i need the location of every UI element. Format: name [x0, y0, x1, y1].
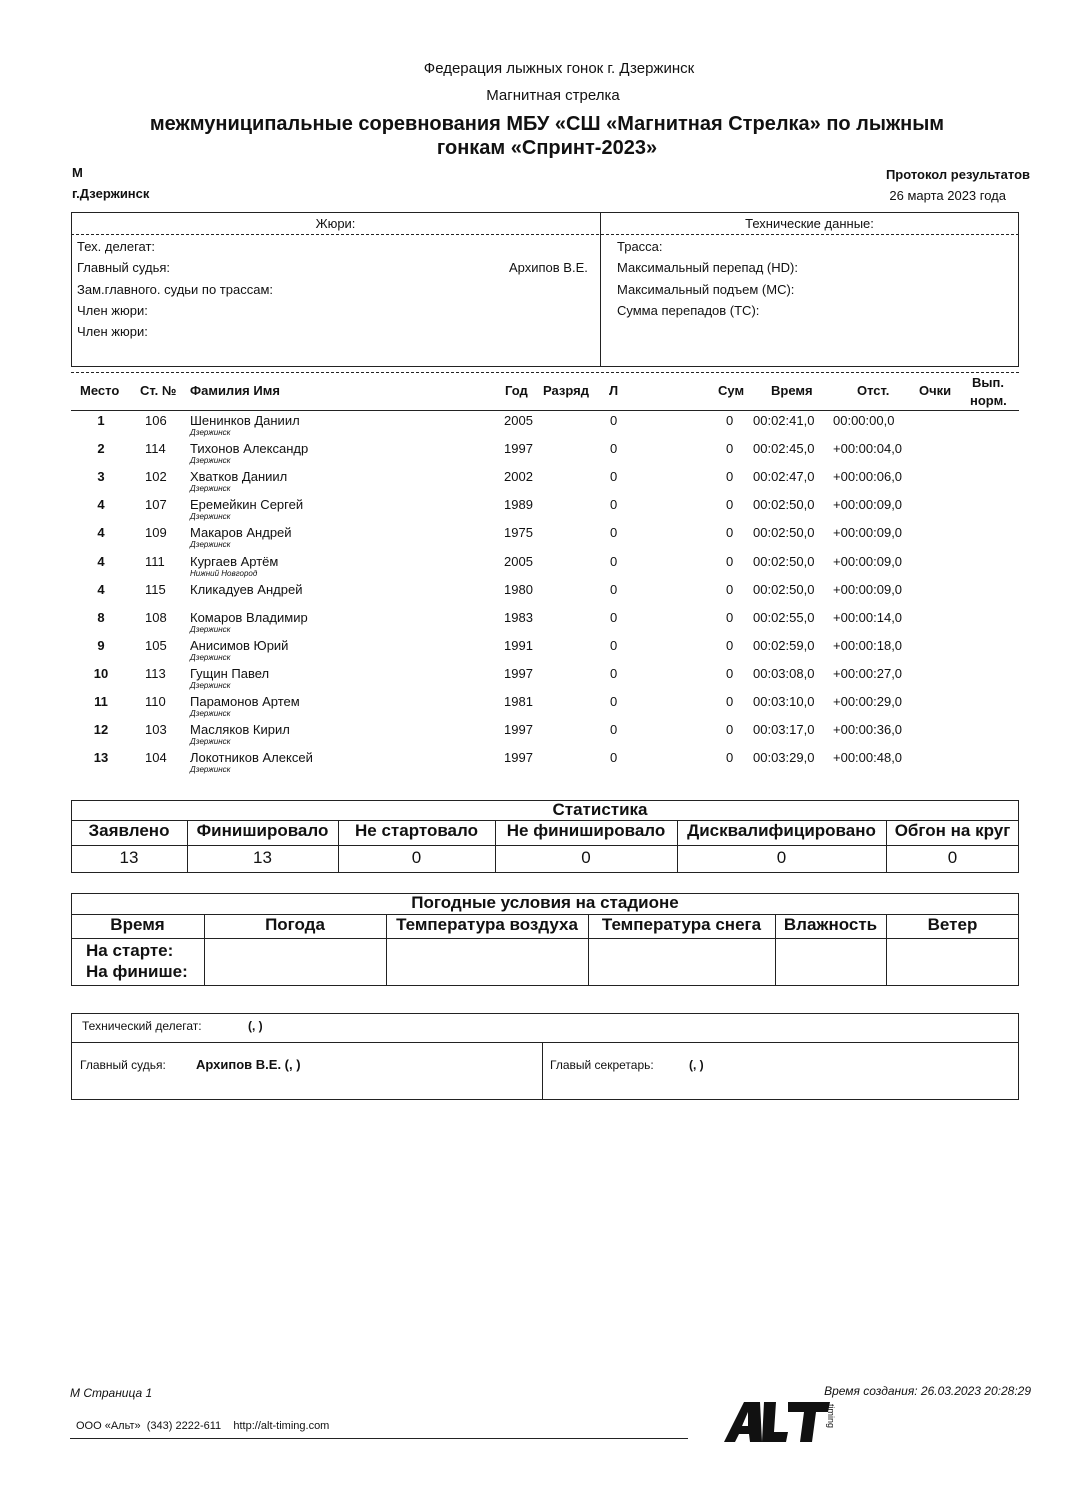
cell-gap: +00:00:04,0	[833, 441, 903, 457]
signature-secretary-value: (, )	[689, 1058, 704, 1072]
statistics-header: Финишировало	[196, 821, 329, 840]
cell-l: 0	[610, 665, 618, 681]
cell-place: 10	[93, 665, 109, 681]
cell-sum: 0	[726, 497, 734, 513]
cell-gap: +00:00:09,0	[833, 581, 903, 597]
divider	[71, 410, 1019, 411]
cell-year: 2002	[504, 469, 533, 485]
cell-place: 11	[94, 694, 108, 709]
cell-bib: 115	[145, 581, 166, 597]
competition-title-line1: межмуниципальные соревнования МБУ «СШ «Магнитная Стрелка» по лыжным	[149, 113, 945, 135]
cell-sum: 0	[726, 525, 734, 541]
cell-bib: 111	[145, 553, 165, 569]
competition-title-line2: гонкам «Спринт-2023»	[436, 137, 658, 159]
cell-club: Дзержинск	[190, 709, 231, 718]
col-header-norm: Вып.	[972, 375, 1004, 390]
cell-sum: 0	[726, 609, 734, 625]
weather-header: Влажность	[783, 915, 878, 934]
cell-club: Дзержинск	[190, 624, 231, 634]
signature-chief-judge-value: Архипов В.Е. (, )	[196, 1057, 301, 1072]
weather-start-label: На старте:	[86, 941, 174, 960]
cell-name: Макаров Андрей	[190, 525, 292, 541]
signature-secretary-label: Главый секретарь:	[550, 1058, 654, 1072]
cell-name: Гущин Павел	[190, 665, 270, 681]
cell-year: 2005	[504, 413, 533, 428]
cell-bib: 107	[145, 497, 167, 513]
cell-time: 00:02:41,0	[753, 413, 815, 428]
city-label: г.Дзержинск	[72, 186, 150, 201]
divider	[71, 372, 1019, 373]
statistics-header: Не финишировало	[506, 821, 666, 840]
cell-l: 0	[610, 750, 618, 766]
cell-place: 4	[97, 497, 105, 513]
cell-gap: +00:00:27,0	[833, 665, 903, 681]
cell-place: 4	[97, 581, 105, 597]
cell-l: 0	[610, 609, 618, 625]
cell-bib: 114	[145, 441, 166, 457]
statistics-title: Статистика	[552, 800, 648, 819]
divider	[71, 938, 1019, 939]
track-label: Трасса:	[617, 239, 663, 254]
cell-year: 1997	[504, 750, 533, 766]
cell-time: 00:02:50,0	[753, 525, 815, 541]
cell-year: 1981	[504, 694, 533, 709]
divider	[70, 1438, 688, 1439]
cell-time: 00:02:50,0	[753, 497, 815, 513]
cell-year: 1997	[504, 722, 533, 738]
cell-sum: 0	[726, 665, 734, 681]
cell-club: Дзержинск	[190, 540, 231, 550]
protocol-date: 26 марта 2023 года	[889, 188, 1006, 203]
statistics-value: 13	[253, 848, 272, 867]
cell-place: 2	[97, 441, 105, 457]
weather-header: Температура снега	[601, 915, 762, 934]
cell-name: Кликадуев Андрей	[190, 581, 303, 597]
weather-header: Ветер	[927, 915, 978, 934]
statistics-header: Заявлено	[88, 821, 170, 840]
cell-year: 1980	[504, 581, 533, 597]
cell-sum: 0	[726, 694, 734, 709]
cell-name: Хватков Даниил	[190, 469, 288, 485]
statistics-header: Обгон на круг	[894, 821, 1011, 840]
cell-sum: 0	[726, 441, 734, 457]
protocol-title: Протокол результатов	[885, 167, 1030, 182]
cell-bib: 109	[145, 525, 167, 541]
statistics-value: 0	[581, 848, 591, 867]
cell-gap: +00:00:14,0	[833, 609, 903, 625]
cell-club: Дзержинск	[190, 765, 231, 775]
cell-place: 4	[97, 525, 105, 541]
cell-club: Дзержинск	[190, 484, 231, 494]
divider	[71, 234, 1019, 235]
cell-bib: 106	[145, 413, 167, 428]
cell-name: Локотников Алексей	[190, 750, 313, 766]
cell-l: 0	[610, 637, 618, 653]
cell-l: 0	[610, 469, 618, 485]
statistics-value: 0	[947, 848, 958, 867]
cell-l: 0	[610, 581, 618, 597]
cell-gap: +00:00:09,0	[833, 497, 903, 513]
col-header-name: Фамилия Имя	[190, 383, 280, 398]
signature-chief-judge-label: Главный судья:	[80, 1058, 166, 1072]
alt-logo-icon	[722, 1398, 834, 1444]
cell-place: 1	[97, 413, 105, 428]
cell-club: Дзержинск	[190, 456, 231, 466]
cell-l: 0	[610, 441, 618, 457]
cell-gap: +00:00:48,0	[833, 750, 903, 766]
cell-name: Кургаев Артём	[190, 553, 279, 569]
cell-place: 9	[97, 637, 105, 653]
col-header-norm2: норм.	[970, 393, 1007, 408]
cell-sum: 0	[726, 413, 734, 428]
tech-delegate-label: Тех. делегат:	[77, 239, 156, 254]
cell-time: 00:02:50,0	[753, 581, 815, 597]
cell-club: Дзержинск	[190, 428, 231, 437]
col-header-place: Место	[80, 383, 120, 398]
cell-gap: +00:00:18,0	[833, 637, 903, 653]
created-timestamp: Время создания: 26.03.2023 20:28:29	[824, 1384, 1031, 1398]
hd-label: Максимальный перепад (HD):	[617, 260, 798, 275]
cell-gap: +00:00:09,0	[833, 553, 903, 569]
weather-header: Погода	[265, 915, 325, 934]
cell-bib: 113	[145, 665, 166, 681]
jury-member-label: Член жюри:	[77, 324, 148, 339]
cell-year: 1997	[504, 441, 533, 457]
alt-timing-logo	[722, 1398, 834, 1444]
col-header-gap: Отст.	[857, 383, 890, 398]
cell-name: Тихонов Александр	[190, 441, 309, 457]
signature-tech-delegate-label: Технический делегат:	[82, 1019, 202, 1033]
cell-gap: +00:00:06,0	[833, 469, 903, 485]
cell-year: 1975	[504, 525, 533, 541]
cell-name: Шенинков Даниил	[190, 413, 300, 428]
cell-name: Парамонов Артем	[190, 694, 300, 709]
col-header-rank: Разряд	[543, 383, 589, 398]
mc-label: Максимальный подъем (МС):	[617, 282, 795, 297]
technical-title: Технические данные:	[745, 216, 874, 231]
cell-sum: 0	[726, 637, 734, 653]
cell-place: 12	[93, 722, 109, 738]
cell-bib: 110	[145, 694, 166, 709]
col-header-l: Л	[609, 383, 619, 398]
statistics-value: 13	[119, 848, 139, 867]
cell-club: Дзержинск	[190, 512, 231, 522]
cell-club: Нижний Новгород	[190, 568, 258, 578]
cell-club: Дзержинск	[190, 652, 231, 662]
logo-subtext: timing	[826, 1404, 836, 1429]
page-number: М Страница 1	[70, 1386, 153, 1400]
statistics-header: Дисквалифицировано	[687, 821, 876, 840]
cell-club: Дзержинск	[190, 737, 231, 747]
cell-place: 4	[97, 553, 105, 569]
col-header-points: Очки	[919, 383, 952, 398]
cell-year: 2005	[504, 553, 533, 569]
cell-name: Масляков Кирил	[190, 722, 290, 738]
cell-gap: +00:00:29,0	[833, 694, 903, 709]
cell-gap: +00:00:36,0	[833, 722, 903, 738]
statistics-value: 0	[776, 848, 787, 867]
jury-member-label: Член жюри:	[77, 303, 148, 318]
cell-bib: 105	[145, 637, 167, 653]
col-header-bib: Ст. №	[140, 383, 177, 398]
cell-sum: 0	[726, 469, 734, 485]
cell-l: 0	[610, 722, 618, 738]
col-header-year: Год	[505, 383, 528, 398]
cell-l: 0	[610, 413, 618, 428]
cell-place: 3	[97, 469, 105, 485]
cell-l: 0	[610, 525, 618, 541]
statistics-value: 0	[411, 848, 422, 867]
cell-name: Анисимов Юрий	[190, 637, 289, 653]
cell-time: 00:02:59,0	[753, 637, 815, 653]
cell-place: 8	[97, 609, 105, 625]
cell-time: 00:02:50,0	[753, 553, 815, 569]
cell-year: 1983	[504, 609, 533, 625]
cell-time: 00:03:10,0	[753, 694, 815, 709]
jury-title: Жюри:	[315, 216, 356, 231]
cell-bib: 108	[145, 609, 167, 625]
cell-name: Комаров Владимир	[190, 609, 308, 625]
cell-bib: 104	[145, 750, 167, 766]
divider	[600, 212, 601, 367]
cell-place: 13	[93, 750, 109, 766]
col-header-time: Время	[771, 383, 813, 398]
cell-sum: 0	[726, 553, 734, 569]
cell-year: 1997	[504, 665, 533, 681]
cell-gap: 00:00:00,0	[833, 413, 895, 428]
divider	[71, 1042, 1019, 1043]
weather-header: Время	[110, 915, 165, 934]
chief-judge-name: Архипов В.Е.	[509, 260, 588, 275]
col-header-sum: Сум	[718, 383, 745, 398]
cell-time: 00:02:55,0	[753, 609, 815, 625]
weather-finish-label: На финише:	[86, 962, 188, 981]
category-label: М	[72, 165, 83, 180]
cell-year: 1991	[504, 637, 533, 653]
cell-sum: 0	[726, 750, 734, 766]
federation-name: Федерация лыжных гонок г. Дзержинск	[423, 60, 695, 77]
chief-judge-label: Главный судья:	[77, 260, 171, 275]
cell-year: 1989	[504, 497, 533, 513]
cell-sum: 0	[726, 581, 734, 597]
cell-time: 00:03:17,0	[753, 722, 815, 738]
cell-bib: 103	[145, 722, 167, 738]
divider	[71, 845, 1019, 846]
venue-name: Магнитная стрелка	[486, 87, 620, 104]
weather-title: Погодные условия на стадионе	[411, 893, 679, 912]
cell-time: 00:02:45,0	[753, 441, 815, 457]
cell-gap: +00:00:09,0	[833, 525, 903, 541]
cell-time: 00:03:08,0	[753, 665, 815, 681]
statistics-header: Не стартовало	[355, 821, 478, 840]
cell-name: Еремейкин Сергей	[190, 497, 304, 513]
cell-bib: 102	[145, 469, 167, 485]
cell-l: 0	[610, 553, 618, 569]
cell-time: 00:03:29,0	[753, 750, 815, 766]
divider	[542, 1042, 543, 1100]
cell-club: Дзержинск	[190, 680, 231, 690]
tc-label: Сумма перепадов (ТС):	[617, 303, 760, 318]
cell-sum: 0	[726, 722, 734, 738]
cell-l: 0	[610, 694, 618, 709]
weather-header: Температура воздуха	[396, 915, 578, 934]
cell-l: 0	[610, 497, 618, 513]
cell-time: 00:02:47,0	[753, 469, 815, 485]
signature-tech-delegate-value: (, )	[248, 1019, 263, 1033]
deputy-judge-label: Зам.главного. судьи по трассам:	[77, 282, 274, 297]
company-contact: ООО «Альт» (343) 2222-611 http://alt-timing.com	[76, 1420, 330, 1432]
